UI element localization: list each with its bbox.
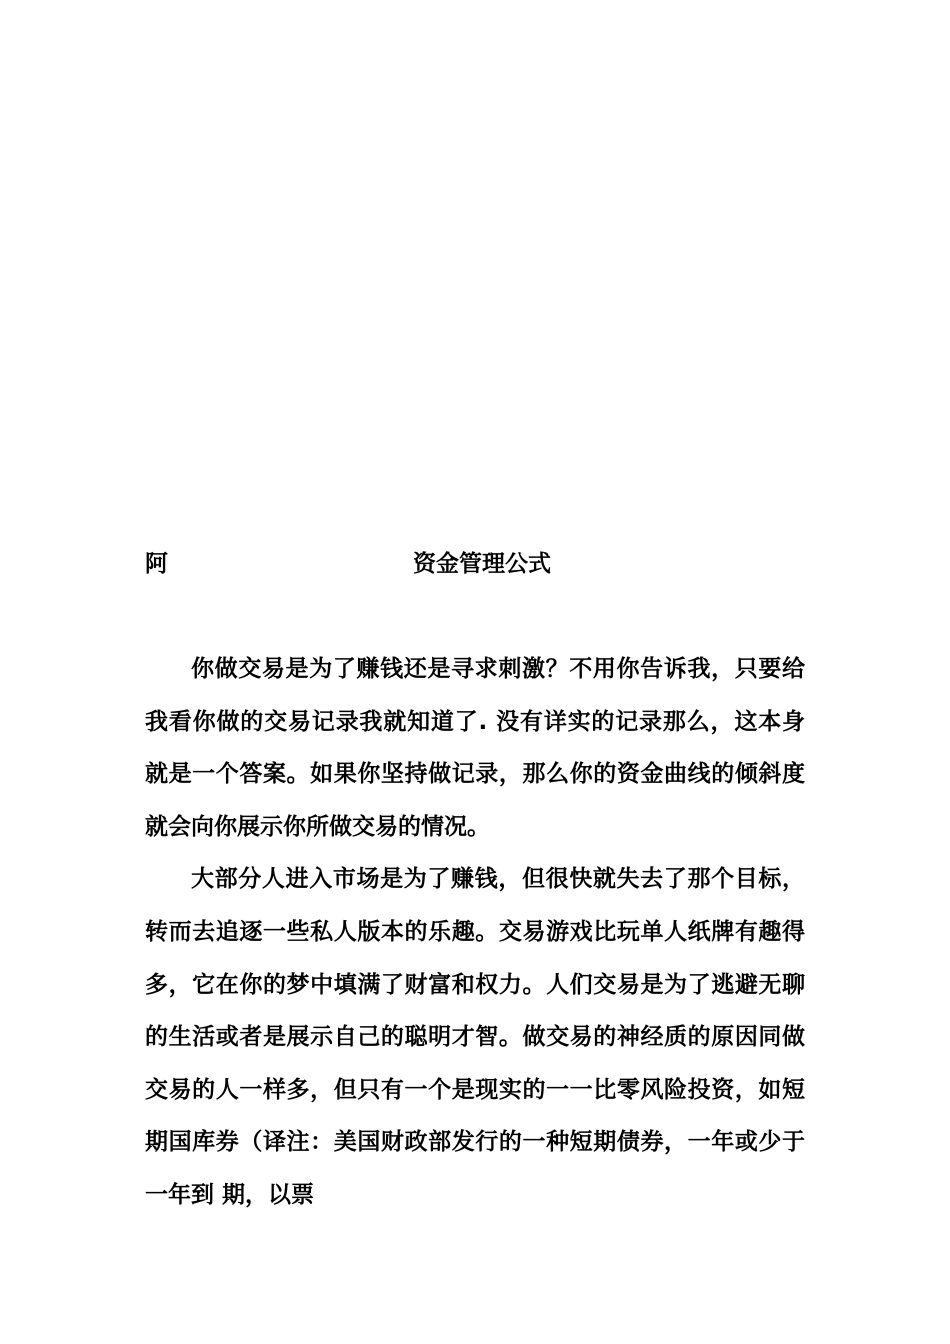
header-leading-char: 阿 (145, 551, 168, 577)
paragraph-1: 你做交易是为了赚钱还是寻求刺激？不用你告诉我，只要给我看你做的交易记录我就知道了. 没有详实的记录那么，这本身就是一个答案。如果你坚持做记录，那么你的资金曲线的倾斜度就会向你展示你所做交易的情况。 (145, 656, 805, 840)
document-title: 资金管理公式 (413, 551, 551, 577)
document-header (145, 546, 805, 582)
document-body (145, 643, 805, 1222)
paragraph-2: 大部分人进入市场是为了赚钱，但很快就失去了那个目标，转而去追逐一些私人版本的乐趣。交易游戏比玩单人纸牌有趣得多，它在你的梦中填满了财富和权力。人们交易是为了逃避无聊的生活或者是展示自己的聪明才智。做交易的神经质的原因同做交易的人一样多，但只有一个是现实的一一比零风险投资，如短期国库券（译注：美国财政部发行的一种短期债券，一年或少于一年到 期，以票 (145, 866, 805, 1208)
